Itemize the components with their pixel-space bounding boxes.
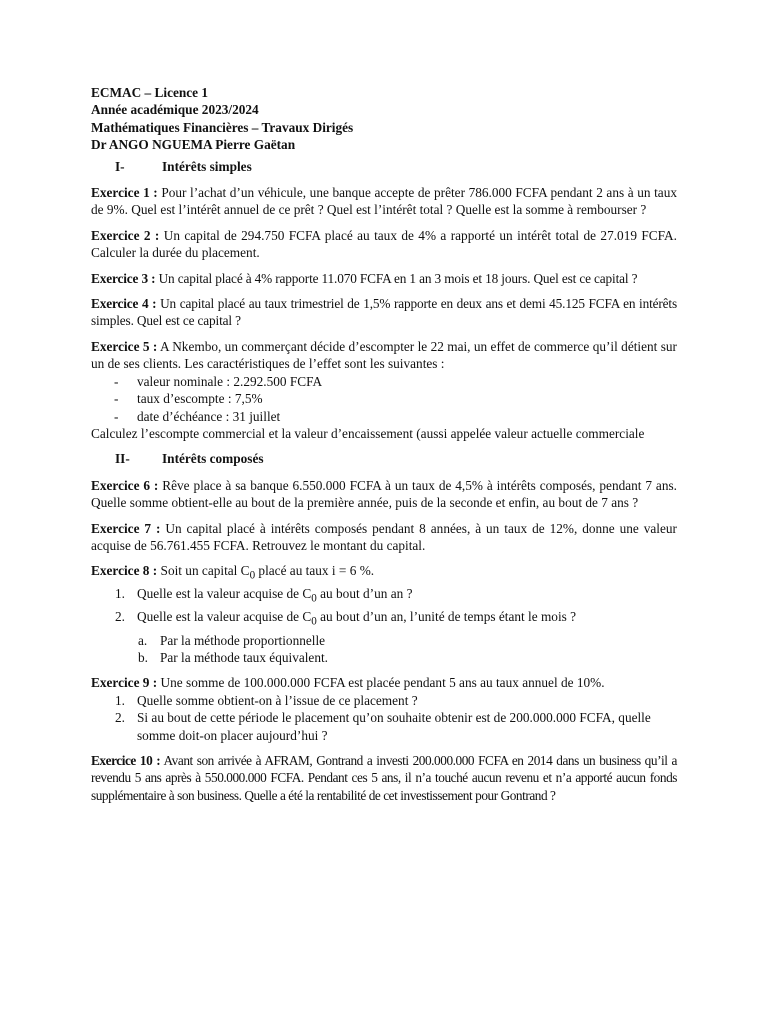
exercise-label: Exercice 5 : [91, 338, 158, 354]
list-item [91, 408, 677, 425]
exercise-7 [91, 520, 677, 555]
exercise-2 [91, 227, 677, 262]
list-item-text: date d’échéance : 31 juillet [137, 408, 281, 424]
list-letter: a. [138, 632, 148, 648]
exercise-text: Un capital placé à 4% rapporte 11.070 FCFA en 1 an 3 mois et 18 jours. Quel est ce capital ? [155, 270, 638, 286]
instructor-name: Dr ANGO NGUEMA Pierre Gaëtan [91, 137, 296, 153]
document-body [91, 84, 677, 812]
exercise-text: A Nkembo, un commerçant décide d’escompter le 22 mai, un effet de commerce qu’il détient sur un de ses clients. Les caractéristiques de l’effet sont les suivantes : [91, 338, 677, 372]
exercise-3 [91, 270, 677, 287]
list-item [91, 585, 677, 608]
list-item-text: Quelle est la valeur acquise de C [137, 586, 312, 602]
exercise-text: Un capital placé au taux trimestriel de 1,5% rapporte en deux ans et demi 45.125 FCFA en intérêts simples. Quel est ce capital ? [91, 296, 677, 329]
section-heading-compound [91, 450, 677, 467]
exercise-6 [91, 477, 677, 512]
section-number: II- [115, 451, 130, 467]
exercise-text: Avant son arrivée à AFRAM, Gontrand a investi 200.000.000 FCFA en 2014 dans un business qu’il a revendu 5 ans après à 550.000.000 FCFA. Pendant ces 5 ans, il n’a touché aucun revenu et n’a apporté aucun fonds supplémentaire à son business. Quelle a été la rentabilité de cet investissement pour Gontrand ? [91, 752, 677, 803]
list-number: 1. [115, 586, 125, 602]
list-item-text: Quelle est la valeur acquise de C [137, 609, 312, 625]
subscript: 0 [311, 593, 317, 606]
bullet-marker: - [114, 391, 119, 407]
list-item [91, 709, 677, 744]
exercise-4 [91, 295, 677, 330]
list-item [91, 608, 677, 631]
exercise-label: Exercice 10 : [91, 752, 161, 768]
academic-year: Année académique 2023/2024 [91, 102, 259, 118]
exercise-10 [91, 752, 677, 804]
list-item [91, 632, 677, 649]
list-letter: b. [138, 649, 148, 665]
list-item-text: taux d’escompte : 7,5% [137, 391, 263, 407]
exercise-1 [91, 184, 677, 219]
list-item [91, 649, 677, 666]
lettered-list [91, 632, 677, 667]
exercise-9 [91, 674, 677, 691]
exercise-8 [91, 562, 677, 585]
section-title: Intérêts composés [162, 451, 264, 467]
school-name: ECMAC – Licence 1 [91, 85, 209, 100]
section-number: I- [115, 158, 125, 174]
exercise-text: Un capital de 294.750 FCFA placé au taux de 4% a rapporté un intérêt total de 27.019 FCFA. Calculer la durée du placement. [91, 227, 677, 261]
list-item-text: Quelle somme obtient-on à l’issue de ce placement ? [137, 692, 418, 708]
exercise-text: placé au taux i = 6 %. [255, 563, 375, 579]
list-item-text: au bout d’un an, l’unité de temps étant le mois ? [316, 609, 577, 625]
exercise-text: Un capital placé à intérêts composés pendant 8 années, à un taux de 12%, donne une valeur acquise de 56.761.455 FCFA. Retrouvez le montant du capital. [91, 520, 677, 553]
list-item-text: Si au bout de cette période le placement qu’on souhaite obtenir est de 200.000.000 FCFA, quelle somme doit-on placer aujourd’hui ? [137, 710, 651, 743]
numbered-list [91, 692, 677, 744]
exercise-5-closing: Calculez l’escompte commercial et la valeur d’encaissement (aussi appelée valeur actuelle commerciale [91, 425, 645, 441]
list-item-text: valeur nominale : 2.292.500 FCFA [137, 373, 323, 389]
list-number: 1. [115, 692, 125, 708]
exercise-label: Exercice 9 : [91, 675, 158, 691]
list-item-text: au bout d’un an ? [316, 586, 413, 602]
exercise-5 [91, 338, 677, 373]
exercise-text: Une somme de 100.000.000 FCFA est placée pendant 5 ans au taux annuel de 10%. [157, 675, 605, 691]
section-title: Intérêts simples [162, 158, 252, 174]
exercise-label: Exercice 2 : [91, 227, 160, 243]
exercise-label: Exercice 3 : [91, 270, 156, 286]
bullet-marker: - [114, 373, 119, 389]
list-item [91, 692, 677, 709]
section-heading-simple [91, 158, 677, 175]
exercise-text: Pour l’achat d’un véhicule, une banque accepte de prêter 786.000 FCFA pendant 2 ans à un taux de 9%. Quel est l’intérêt annuel de ce prêt ? Quel est l’intérêt total ? Quelle est la somme à rembourser ? [91, 185, 677, 218]
exercise-label: Exercice 4 : [91, 296, 157, 312]
numbered-list [91, 585, 677, 631]
list-number: 2. [115, 609, 125, 625]
bullet-list [91, 373, 677, 425]
subscript: 0 [249, 570, 256, 582]
list-number: 2. [115, 710, 125, 726]
exercise-label: Exercice 6 : [91, 477, 159, 493]
list-item [91, 390, 677, 407]
list-item-text: Par la méthode taux équivalent. [160, 649, 329, 665]
bullet-marker: - [114, 408, 119, 424]
course-title: Mathématiques Financières – Travaux Dirigés [91, 119, 354, 135]
exercise-text: Rêve place à sa banque 6.550.000 FCFA à un taux de 4,5% à intérêts composés, pendant 7 ans. Quelle somme obtient-elle au bout de la première année, puis de la seconde et enfin, au bout de 7 ans ? [91, 477, 677, 511]
exercise-label: Exercice 1 : [91, 185, 158, 201]
exercise-text: Soit un capital C [157, 563, 250, 579]
exercise-label: Exercice 7 : [91, 520, 161, 536]
list-item-text: Par la méthode proportionnelle [160, 632, 326, 648]
list-item [91, 373, 677, 390]
exercise-label: Exercice 8 : [91, 563, 158, 579]
subscript: 0 [311, 616, 317, 629]
